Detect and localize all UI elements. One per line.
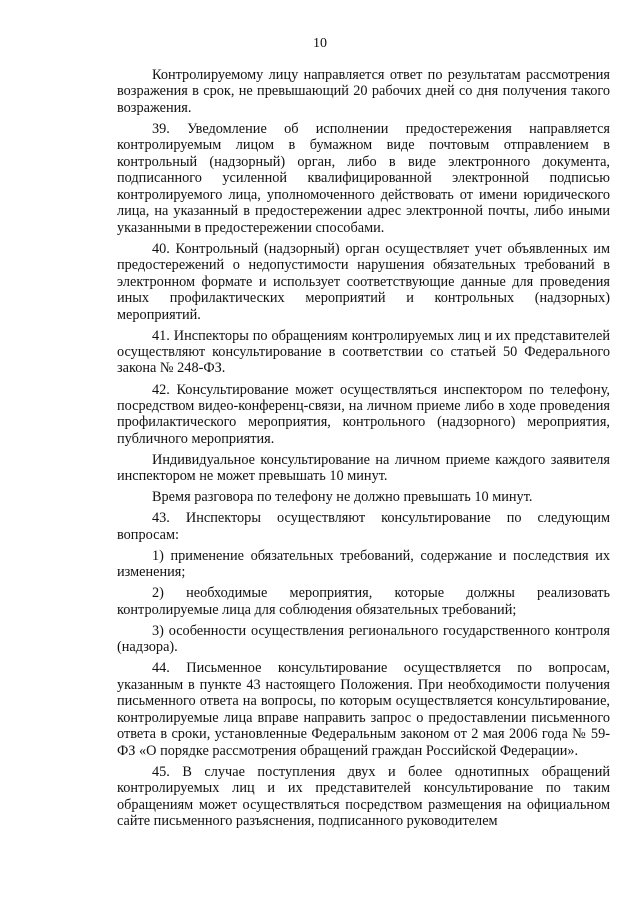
paragraph-41: 41. Инспекторы по обращениям контролируемых лиц и их представителей осуществляют консультирование в соответствии со статьей 50 Федерального закона № 248-ФЗ.	[117, 327, 610, 377]
paragraph-phone-time: Время разговора по телефону не должно превышать 10 минут.	[152, 489, 533, 506]
list-item-1: 1) применение обязательных требований, содержание и последствия их изменения;	[117, 547, 610, 581]
paragraph-objection-response: Контролируемому лицу направляется ответ по результатам рассмотрения возражения в срок, не превышающий 20 рабочих дней со дня получения такого возражения.	[117, 67, 610, 116]
list-item-2: 2) необходимые мероприятия, которые должны реализовать контролируемые лица для соблюдения обязательных требований;	[117, 585, 610, 618]
document-body	[117, 67, 610, 830]
paragraph-43: 43. Инспекторы осуществляют консультирование по следующим вопросам:	[117, 510, 610, 543]
paragraph-44: 44. Письменное консультирование осуществляется по вопросам, указанным в пункте 43 настоящего Положения. При необходимости получения письменного ответа на вопросы, по которым осуществляется консультирование, контролируемые лица вправе направить запрос о предоставлении письменного ответа в сроки, установленные Федеральным законом от 2 мая 2006 года № 59-ФЗ «О порядке рассмотрения обращений граждан Российской Федерации».	[117, 660, 610, 759]
paragraph-45: 45. В случае поступления двух и более однотипных обращений контролируемых лиц и их представителей консультирование по таким обращениям может осуществляться посредством размещения на официальном сайте письменного разъяснения, подписанного руководителем	[117, 763, 610, 830]
paragraph-40: 40. Контрольный (надзорный) орган осуществляет учет объявленных им предостережений о недопустимости нарушения обязательных требований в электронном формате и использует соответствующие данные для проведения иных профилактических мероприятий и контрольных (надзорных) мероприятий.	[117, 240, 610, 323]
paragraph-39: 39. Уведомление об исполнении предостережения направляется контролируемым лицом в бумажном виде почтовым отправлением в контрольный (надзорный) орган, либо в виде электронного документа, подписанного усиленной квалифицированной электронной подписью контролируемого лица, уполномоченного действовать от имени юридического лица, на указанный в предостережении адрес электронной почты, либо иными указанными в предостережении способами.	[117, 120, 610, 236]
paragraph-individual-consulting: Индивидуальное консультирование на личном приеме каждого заявителя инспектором не может превышать 10 минут.	[117, 451, 610, 485]
list-item-3: 3) особенности осуществления регионального государственного контроля (надзора).	[117, 622, 610, 656]
paragraph-42: 42. Консультирование может осуществляться инспектором по телефону, посредством видео-конференц-связи, на личном приеме либо в ходе проведения профилактического мероприятия, контрольного (надзорного) мероприятия, публичного мероприятия.	[117, 381, 610, 447]
page-number: 10	[313, 36, 327, 51]
